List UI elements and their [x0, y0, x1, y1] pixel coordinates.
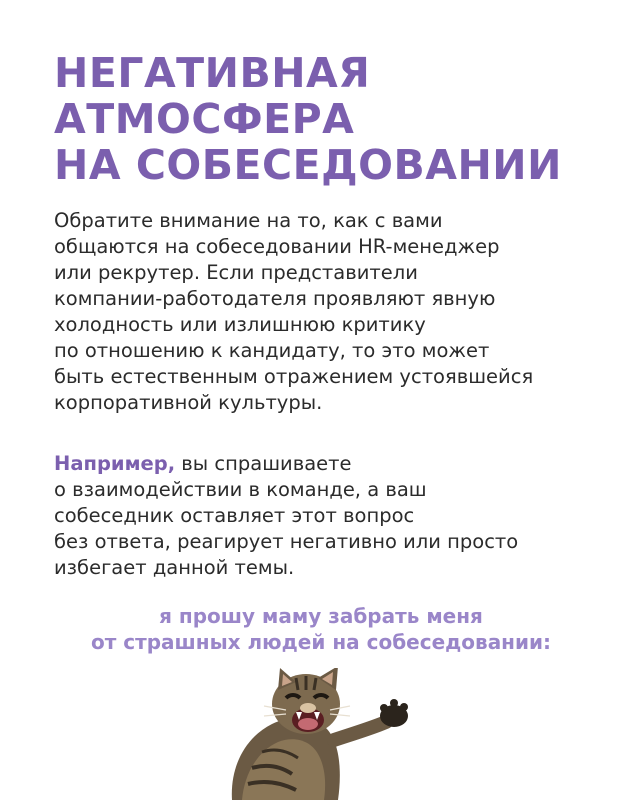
intro-line: холодность или излишнюю критику	[54, 313, 426, 336]
cat-illustration	[222, 668, 432, 800]
intro-paragraph	[54, 208, 533, 416]
intro-line: компании-работодателя проявляют явную	[54, 287, 496, 310]
meme-caption	[0, 603, 642, 655]
intro-line: по отношению к кандидату, то это может	[54, 339, 490, 362]
title-line-1: НЕГАТИВНАЯ	[54, 49, 371, 97]
example-line: собеседник оставляет этот вопрос	[54, 504, 415, 527]
title-line-3: НА СОБЕСЕДОВАНИИ	[54, 141, 562, 189]
caption-line-1: я прошу маму забрать меня	[159, 604, 483, 628]
intro-line: корпоративной культуры.	[54, 391, 323, 414]
intro-line: Обратите внимание на то, как с вами	[54, 209, 443, 232]
intro-line: или рекрутер. Если представители	[54, 261, 418, 284]
title-line-2: АТМОСФЕРА	[54, 95, 355, 143]
example-first-line	[54, 451, 518, 477]
example-line: избегает данной темы.	[54, 556, 295, 579]
example-first-line-rest: вы спрашиваете	[175, 452, 352, 475]
example-line: о взаимодействии в команде, а ваш	[54, 478, 427, 501]
hissing-cat-image	[222, 668, 432, 800]
page-title	[54, 50, 562, 188]
example-line: без ответа, реагирует негативно или просто	[54, 530, 519, 553]
example-paragraph	[54, 451, 518, 581]
intro-line: быть естественным отражением устоявшейся	[54, 365, 534, 388]
caption-line-2: от страшных людей на собеседовании:	[90, 630, 552, 654]
example-highlight: Например,	[54, 452, 176, 475]
intro-line: общаются на собеседовании HR-менеджер	[54, 235, 500, 258]
